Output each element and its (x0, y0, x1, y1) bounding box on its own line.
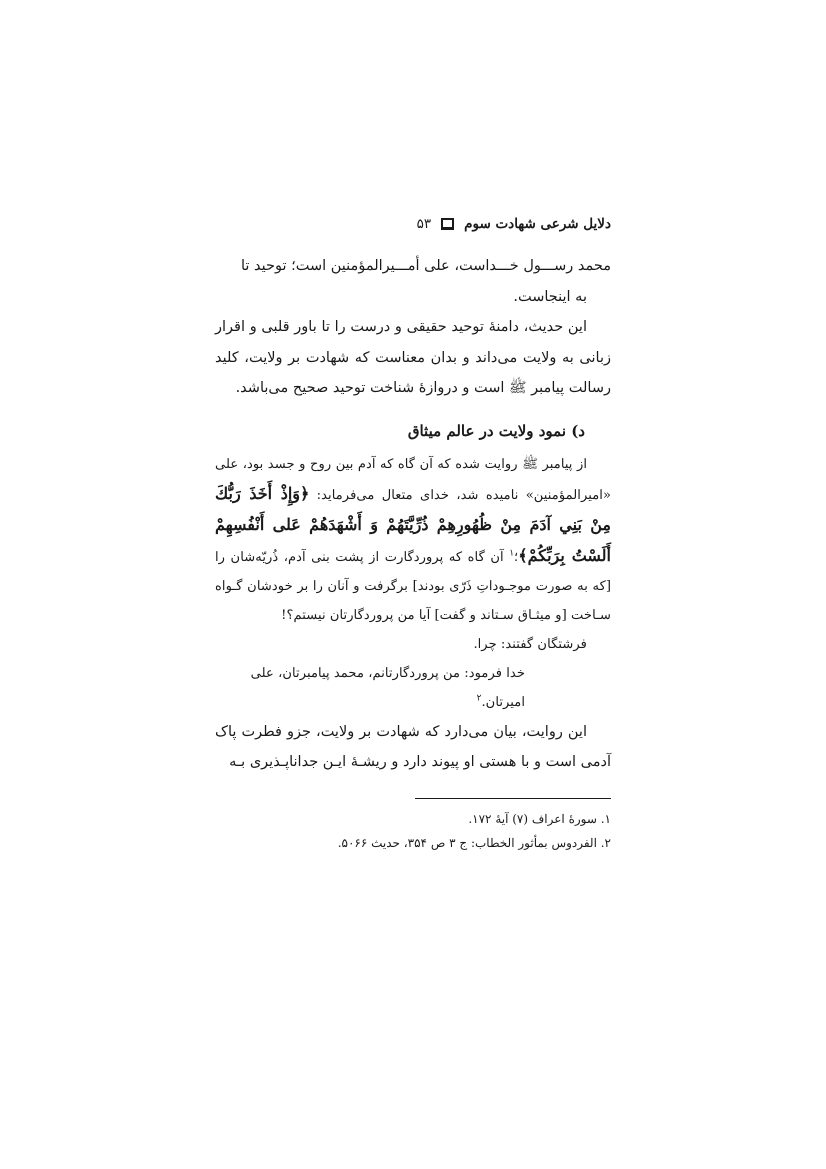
paragraph-5 (215, 659, 611, 717)
square-box-icon (441, 218, 454, 230)
paragraph-6: این روایت، بیان می‌دارد که شهادت بر ولایت، جزو فطرت پاک آدمی است و با هستی او پیوند دارد و ریشـهٔ ایـن جداناپـذیری بـه (215, 723, 611, 770)
footnote-ref-2: ۲ (476, 693, 482, 704)
footnote-2: ۲. الفردوس بمأثور الخطاب: ج ۳ ص ۳۵۴، حدیث ۵۰۶۶. (337, 835, 611, 850)
paragraph-1-line-2: به اینجاست. (513, 288, 587, 305)
paragraph-3-separator: ؛ (514, 549, 519, 565)
footnote-divider (415, 798, 611, 799)
book-page (215, 205, 611, 855)
footnotes (215, 807, 611, 855)
header-title-group (417, 216, 611, 232)
paragraph-3-intro: از پیامبر ﷺ روایت شده که آن گاه که آدم بین روح و جسد بود، علی «امیرالمؤمنین» نامیده شد، خدای متعال می‌فرماید: (215, 456, 611, 503)
paragraph-3-rest: آن گاه که پروردگارت از پشت بنی آدم، ذُریّه‌شان را [که به صورت موجـوداتِ ذَرّی بودند] برگرفت و آنان را بر خودشان گـواه سـاخت [و میثـاق سـتاند و گفت] آیا من پروردگارتان نیستم؟! (215, 549, 611, 623)
running-header (215, 205, 611, 243)
paragraph-5-text: خدا فرمود: من پروردگارتانم، محمد پیامبرتان، علی امیرتان. (250, 665, 525, 710)
paragraph-1-line-1: محمد رســـول خـــداست، علی أمـــیرالمؤمنین است؛ توحید تا (240, 258, 611, 274)
paragraph-3 (215, 450, 611, 630)
paragraph-2: این حدیث، دامنهٔ توحید حقیقی و درست را تا باور قلبی و اقرار زبانی به ولایت می‌داند و بدان معناست که شهادت بر ولایت، کلید رسالت پیامبر ﷺ است و دروازهٔ شناخت توحید صحیح می‌باشد. (215, 319, 611, 396)
paragraph-4: فرشتگان گفتند: چرا. (473, 636, 587, 652)
footnote-1: ۱. سورهٔ اعراف (۷) آیهٔ ۱۷۲. (468, 811, 611, 826)
section-heading: د) نمود ولایت در عالم میثاق (407, 421, 585, 440)
header-title: دلایل شرعی شهادت سوم (464, 216, 611, 232)
page-number: ۵۳ (416, 216, 432, 232)
quran-verse: ﴿وَإِذْ أَخَذَ رَبُّكَ مِنْ بَنِي آدَمَ مِنْ ظُهُورِهِمْ ذُرِّيَّتَهُمْ وَ أَشْهَدَهُمْ عَلى أَنْفُسِهِمْ أَلَسْتُ بِرَبِّكُمْ﴾ (215, 483, 611, 565)
footnote-ref-1: ۱ (509, 548, 515, 559)
